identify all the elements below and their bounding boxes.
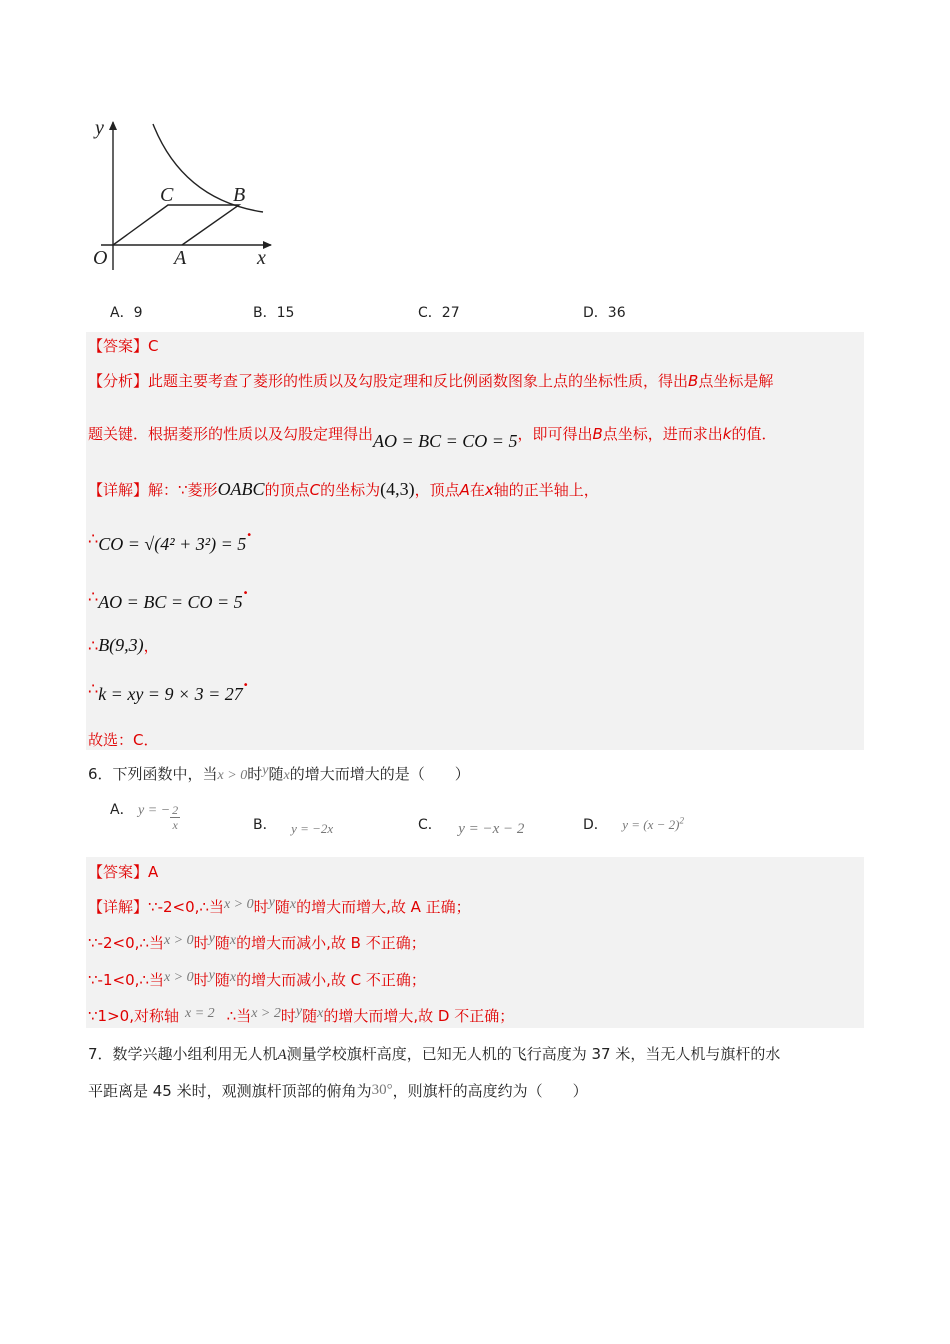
- q5-analysis-line2: 题关键．根据菱形的性质以及勾股定理得出AO = BC = CO = 5，即可得出B点坐标，进而求出k的值．: [88, 425, 777, 451]
- q5-option-a: A．9: [110, 305, 143, 321]
- coordinate-figure: [85, 112, 285, 282]
- q6-detail-line4: ∵1>0,对称轴 x = 2 ∴当x > 2时y随x的增大而增大,故 D 不正确；: [88, 1004, 515, 1025]
- q7-line2: 平距离是 45 米时，观测旗杆顶部的俯角为30°，则旗杆的高度约为（ ）: [88, 1082, 588, 1100]
- label-a: A: [174, 247, 187, 269]
- q6-detail-line1: 【详解】∵-2<0,∴当x > 0时y随x的增大而增大,故 A 正确；: [88, 895, 471, 916]
- q7-line1: 7．数学兴趣小组利用无人机A测量学校旗杆高度，已知无人机的飞行高度为 37 米，当无人机与旗杆的水: [88, 1045, 781, 1063]
- rhombus-oabc: [113, 205, 239, 245]
- q6-answer: 【答案】A: [88, 863, 159, 881]
- q5-option-c: C．27: [418, 305, 460, 321]
- q5-analysis-line1: 【分析】此题主要考查了菱形的性质以及勾股定理和反比例函数图象上点的坐标性质，得出B点坐标是解: [88, 372, 774, 390]
- q6-detail-line2: ∵-2<0,∴当x > 0时y随x的增大而减小,故 B 不正确；: [88, 931, 426, 952]
- q5-detail-line1: 【详解】解：∵菱形OABC的顶点C的坐标为(4,3)，顶点A在x轴的正半轴上，: [88, 479, 599, 499]
- q5-step3: ∴B(9,3)，: [88, 635, 159, 655]
- q5-step1: ∴CO = √(4² + 3²) = 5•: [88, 529, 253, 554]
- q5-option-b: B．15: [253, 305, 295, 321]
- label-c: C: [160, 184, 174, 206]
- q5-option-d: D．36: [583, 305, 626, 321]
- q5-step2: ∴AO = BC = CO = 5•: [88, 587, 249, 612]
- q6-stem: 6．下列函数中，当x > 0时y随x的增大而增大的是（ ）: [88, 763, 470, 783]
- q6-option-b: B． y = −2x: [253, 817, 334, 836]
- q6-option-d: D． $y = (x - 2)^2$: [583, 815, 684, 833]
- q6-option-c: C． y = −x − 2: [418, 817, 525, 837]
- label-x: x: [257, 247, 266, 269]
- q5-step4: ∴k = xy = 9 × 3 = 27•: [88, 679, 249, 704]
- q6-option-a: A． y = − $\frac{2}{x}$: [110, 801, 179, 832]
- label-o: O: [93, 247, 108, 269]
- q6-detail-line3: ∵-1<0,∴当x > 0时y随x的增大而减小,故 C 不正确；: [88, 968, 426, 989]
- label-y: y: [95, 117, 104, 139]
- q5-answer: 【答案】C: [88, 337, 159, 355]
- label-b: B: [233, 184, 246, 206]
- q5-conclusion: 故选：C．: [88, 731, 159, 749]
